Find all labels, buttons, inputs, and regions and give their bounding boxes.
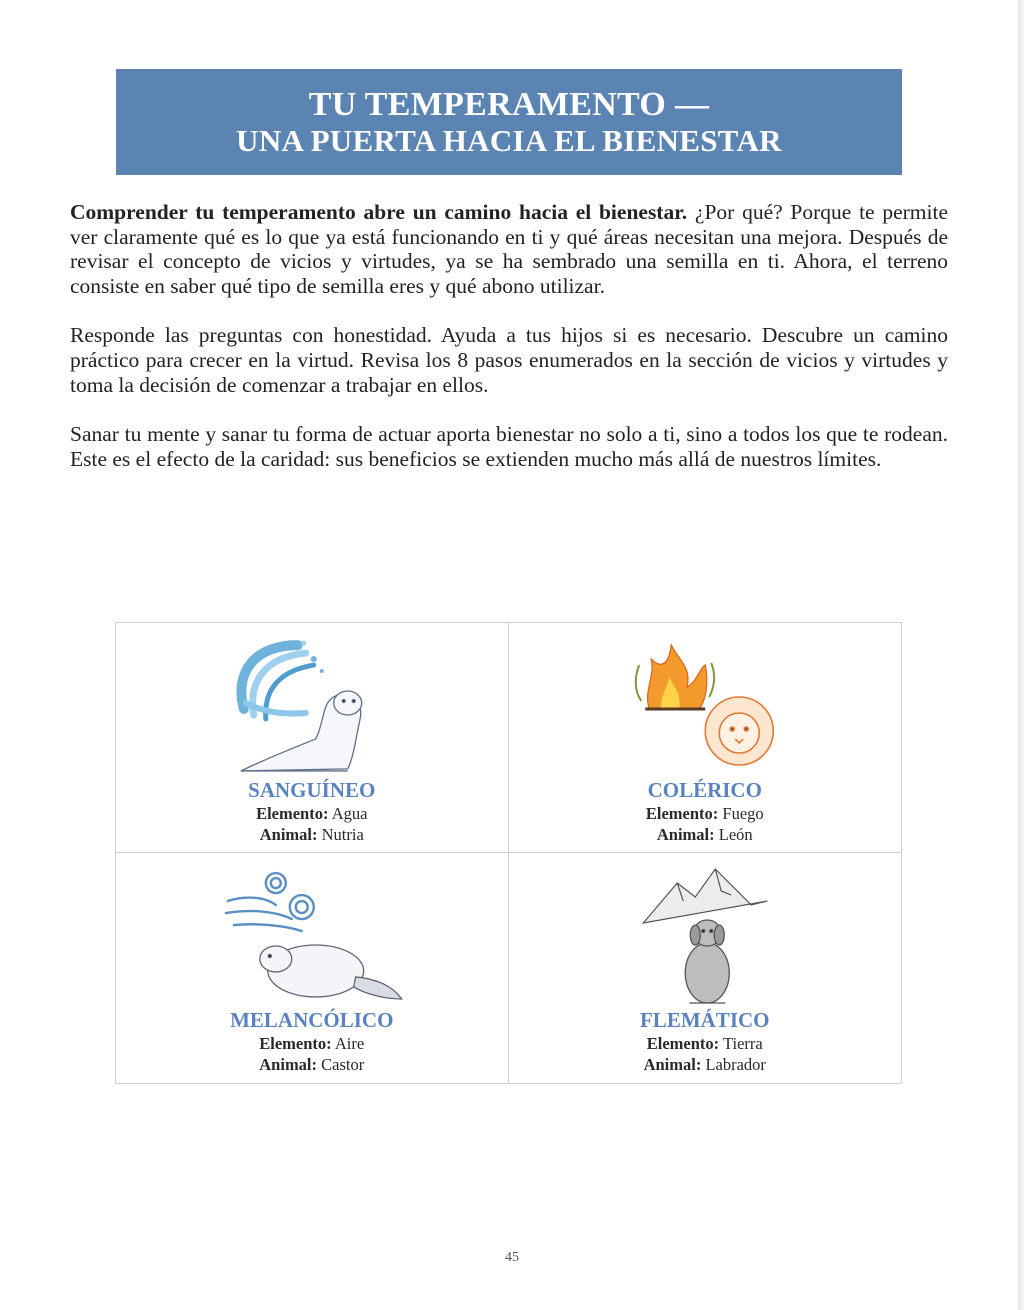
fire-lion-icon [509, 631, 902, 779]
temperament-grid [115, 622, 902, 1084]
animal-line: Animal: Labrador [643, 1055, 766, 1074]
title-line-1: TU TEMPERAMENTO — [308, 86, 710, 123]
paragraph-3: Sanar tu mente y sanar tu forma de actuar aporta bienestar no solo a ti, sino a todos los que te rodean. Este es el efecto de la caridad: sus beneficios se extienden mucho más allá de nuestros límites. [70, 422, 948, 471]
temperament-name: MELANCÓLICO [230, 1008, 394, 1032]
temperament-name: SANGUÍNEO [248, 778, 376, 802]
paragraph-1-lead: Comprender tu temperamento abre un camino hacia el bienestar. [70, 200, 688, 224]
wind-beaver-icon [116, 861, 508, 1009]
paragraph-2: Responde las preguntas con honestidad. Ayuda a tus hijos si es necesario. Descubre un camino práctico para crecer en la virtud. Revisa los 8 pasos enumerados en la sección de vicios y virtudes y toma la decisión de comenzar a trabajar en ellos. [70, 323, 948, 397]
temperament-card-melancolico [116, 853, 509, 1083]
page-edge [1018, 0, 1024, 1310]
temperament-card-flematico [509, 853, 902, 1083]
title-line-2: UNA PUERTA HACIA EL BIENESTAR [236, 123, 782, 158]
animal-line: Animal: Nutria [259, 825, 364, 844]
animal-line: Animal: León [656, 825, 753, 844]
paragraph-1-rest: ¿Por qué? Porque te permite ver claramente qué es lo que ya está funcionando en ti y qué áreas necesitan una mejora. Después de revisar el concepto de vicios y virtudes, ya se ha sembrado una semilla en ti. Ahora, el terreno consiste en saber qué tipo de semilla eres y qué abono utilizar. [70, 200, 948, 298]
element-line: Elemento: Tierra [646, 1034, 763, 1053]
animal-line: Animal: Castor [259, 1055, 365, 1074]
element-line: Elemento: Aire [259, 1034, 365, 1053]
title-banner [116, 69, 902, 175]
temperament-name: COLÉRICO [647, 778, 762, 802]
mountain-labrador-icon [509, 861, 902, 1009]
water-otter-icon [116, 631, 508, 779]
element-line: Elemento: Fuego [645, 804, 764, 823]
body-text [70, 200, 948, 496]
temperament-card-colerico [509, 623, 902, 853]
temperament-card-sanguineo [116, 623, 509, 853]
page-number: 45 [505, 1250, 519, 1265]
element-line: Elemento: Agua [256, 804, 368, 823]
temperament-name: FLEMÁTICO [639, 1008, 770, 1032]
paragraph-1 [70, 200, 948, 298]
